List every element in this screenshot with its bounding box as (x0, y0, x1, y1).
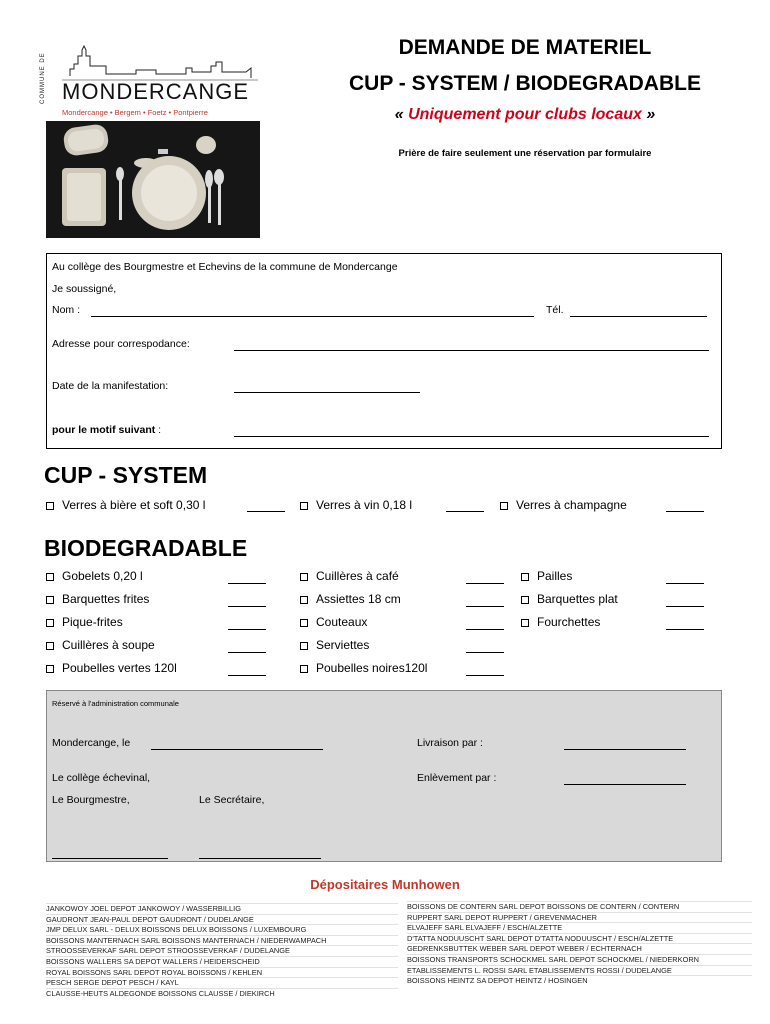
tel-field[interactable] (570, 316, 707, 317)
date-label: Date de la manifestation: (52, 380, 169, 392)
bio-qty-field[interactable] (228, 675, 266, 676)
list-item: BOISSONS WALLERS SA DEPOT WALLERS / HEIDERSCHEID (46, 956, 398, 967)
list-item: BOISSONS MANTERNACH SARL BOISSONS MANTERNACH / NIEDERWAMPACH (46, 935, 398, 946)
biodegradable-tableware-image (46, 121, 260, 238)
cup-item[interactable] (46, 498, 205, 512)
motif-label: pour le motif suivant (52, 424, 156, 436)
checkbox[interactable] (46, 502, 54, 510)
page-title-line1: DEMANDE DE MATERIEL (398, 36, 652, 59)
admin-reserved-note: Réservé à l'administration communale (52, 699, 179, 708)
secretary-signature-field[interactable] (199, 858, 321, 859)
subtitle-close-quote: » (646, 106, 656, 123)
motif-label-colon: : (155, 424, 162, 436)
checkbox[interactable] (46, 573, 54, 581)
admin-secretary-label: Le Secrétaire, (199, 794, 265, 806)
cup-item[interactable] (300, 498, 412, 512)
motif-field[interactable] (234, 436, 709, 437)
cup-item-label: Verres à bière et soft 0,30 l (62, 498, 206, 512)
subtitle-open-quote: « (394, 106, 404, 123)
bio-qty-field[interactable] (666, 629, 704, 630)
bio-item-label: Pique-frites (62, 615, 123, 629)
request-form-box (46, 253, 722, 449)
checkbox[interactable] (46, 619, 54, 627)
bio-item-label: Couteaux (316, 615, 368, 629)
admin-pickup-label: Enlèvement par : (417, 772, 497, 784)
tel-label: Tél. (546, 304, 564, 316)
reservation-note: Prière de faire seulement une réservation par formulaire (398, 148, 652, 159)
admin-delivery-field[interactable] (564, 749, 686, 750)
bio-qty-field[interactable] (228, 583, 266, 584)
bio-item[interactable] (46, 615, 123, 629)
checkbox[interactable] (300, 573, 308, 581)
depositaires-title: Dépositaires Munhowen (310, 877, 460, 892)
biodegradable-heading: BIODEGRADABLE (44, 535, 248, 561)
recipient-line: Au collège des Bourgmestre et Echevins de la commune de Mondercange (52, 261, 398, 273)
bio-qty-field[interactable] (466, 606, 504, 607)
list-item: BOISSONS TRANSPORTS SCHOCKMEL SARL DEPOT SCHOCKMEL / NIEDERKORN (407, 954, 752, 965)
bio-item-label: Serviettes (316, 638, 370, 652)
admin-delivery-label: Livraison par : (417, 737, 483, 749)
cup-qty-field[interactable] (247, 511, 285, 512)
bio-item[interactable] (300, 638, 369, 652)
logo-name: MONDERCANGE (62, 79, 250, 104)
cup-item-label: Verres à vin 0,18 l (316, 498, 413, 512)
depositaires-left-list (46, 903, 398, 998)
list-item: GAUDRONT JEAN-PAUL DEPOT GAUDRONT / DUDELANGE (46, 914, 398, 925)
name-label: Nom : (52, 304, 81, 316)
bio-qty-field[interactable] (466, 652, 504, 653)
checkbox[interactable] (300, 502, 308, 510)
bio-item[interactable] (300, 569, 399, 583)
bio-item[interactable] (46, 592, 149, 606)
bio-item[interactable] (521, 569, 572, 583)
bio-qty-field[interactable] (228, 652, 266, 653)
depositaires-right-list (407, 901, 752, 986)
bio-item-label: Barquettes frites (62, 592, 150, 606)
list-item: JANKOWOY JOEL DEPOT JANKOWOY / WASSERBILLIG (46, 903, 398, 914)
mayor-signature-field[interactable] (52, 858, 168, 859)
bio-qty-field[interactable] (666, 583, 704, 584)
bio-item[interactable] (46, 569, 143, 583)
list-item: STROOSSEVERKAF SARL DEPOT STROOSSEVERKAF / DUDELANGE (46, 945, 398, 956)
bio-item-label: Cuillères à soupe (62, 638, 155, 652)
bio-item-label: Fourchettes (537, 615, 601, 629)
bio-qty-field[interactable] (228, 629, 266, 630)
checkbox[interactable] (300, 665, 308, 673)
motif-label-wrap (52, 424, 161, 436)
logo-localities: Mondercange • Bergem • Foetz • Pontpierre (62, 108, 208, 117)
bio-item[interactable] (46, 638, 155, 652)
bio-qty-field[interactable] (228, 606, 266, 607)
bio-item-label: Barquettes plat (537, 592, 618, 606)
bio-item[interactable] (300, 661, 427, 675)
address-label: Adresse pour correspodance: (52, 338, 190, 350)
checkbox[interactable] (46, 596, 54, 604)
bio-item-label: Cuillères à café (316, 569, 399, 583)
cup-qty-field[interactable] (666, 511, 704, 512)
checkbox[interactable] (300, 596, 308, 604)
list-item: D'TATTA NODUUSCHT SARL DEPOT D'TATTA NODUUSCHT / ESCH/ALZETTE (407, 933, 752, 944)
checkbox[interactable] (500, 502, 508, 510)
checkbox[interactable] (46, 665, 54, 673)
checkbox[interactable] (46, 642, 54, 650)
undersigned-text: Je soussigné, (52, 283, 117, 295)
bio-qty-field[interactable] (666, 606, 704, 607)
bio-qty-field[interactable] (466, 629, 504, 630)
checkbox[interactable] (521, 573, 529, 581)
bio-item[interactable] (521, 592, 618, 606)
checkbox[interactable] (300, 642, 308, 650)
bio-item[interactable] (300, 615, 367, 629)
list-item: CLAUSSE-HEUTS ALDEGONDE BOISSONS CLAUSSE / DIEKIRCH (46, 988, 398, 999)
bio-item[interactable] (521, 615, 600, 629)
list-item: BOISSONS HEINTZ SA DEPOT HEINTZ / HOSINGEN (407, 975, 752, 986)
admin-date-field[interactable] (151, 749, 323, 750)
bio-qty-field[interactable] (466, 675, 504, 676)
bio-item-label: Assiettes 18 cm (316, 592, 401, 606)
admin-place-label: Mondercange, le (52, 737, 131, 749)
logo-side-text: COMMUNE DE (40, 52, 46, 104)
list-item: ELVAJEFF SARL ELVAJEFF / ESCH/ALZETTE (407, 922, 752, 933)
bio-item-label: Pailles (537, 569, 573, 583)
list-item: ETABLISSEMENTS L. ROSSI SARL ETABLISSEMENTS ROSSI / DUDELANGE (407, 965, 752, 976)
cup-system-heading: CUP - SYSTEM (44, 462, 208, 488)
list-item: RUPPERT SARL DEPOT RUPPERT / GREVENMACHER (407, 912, 752, 923)
bio-item[interactable] (46, 661, 177, 675)
cup-item-label: Verres à champagne (516, 498, 627, 512)
list-item: ROYAL BOISSONS SARL DEPOT ROYAL BOISSONS / KEHLEN (46, 967, 398, 978)
list-item: PESCH SERGE DEPOT PESCH / KAYL (46, 977, 398, 988)
bio-item-label: Gobelets 0,20 l (62, 569, 143, 583)
bio-item-label: Poubelles noires120l (316, 661, 428, 675)
admin-pickup-field[interactable] (564, 784, 686, 785)
cup-item[interactable] (500, 498, 627, 512)
checkbox[interactable] (521, 596, 529, 604)
tableware-photo (46, 121, 260, 238)
name-field[interactable] (91, 316, 534, 317)
checkbox[interactable] (300, 619, 308, 627)
cup-qty-field[interactable] (446, 511, 484, 512)
page-title-line2: CUP - SYSTEM / BIODEGRADABLE (349, 72, 701, 95)
bio-item[interactable] (300, 592, 401, 606)
checkbox[interactable] (521, 619, 529, 627)
bio-item-label: Poubelles vertes 120l (62, 661, 177, 675)
admin-mayor-label: Le Bourgmestre, (52, 794, 130, 806)
list-item: GEDRENKSBUTTEK WEBER SARL DEPOT WEBER / ECHTERNACH (407, 943, 752, 954)
address-field[interactable] (234, 350, 709, 351)
list-item: BOISSONS DE CONTERN SARL DEPOT BOISSONS DE CONTERN / CONTERN (407, 901, 752, 912)
list-item: JMP DELUX SARL - DELUX BOISSONS DELUX BOISSONS / LUXEMBOURG (46, 924, 398, 935)
page-subtitle (290, 106, 760, 124)
subtitle-text: Uniquement pour clubs locaux (408, 106, 642, 123)
admin-college-label: Le collège échevinal, (52, 772, 151, 784)
bio-qty-field[interactable] (466, 583, 504, 584)
date-field[interactable] (234, 392, 420, 393)
